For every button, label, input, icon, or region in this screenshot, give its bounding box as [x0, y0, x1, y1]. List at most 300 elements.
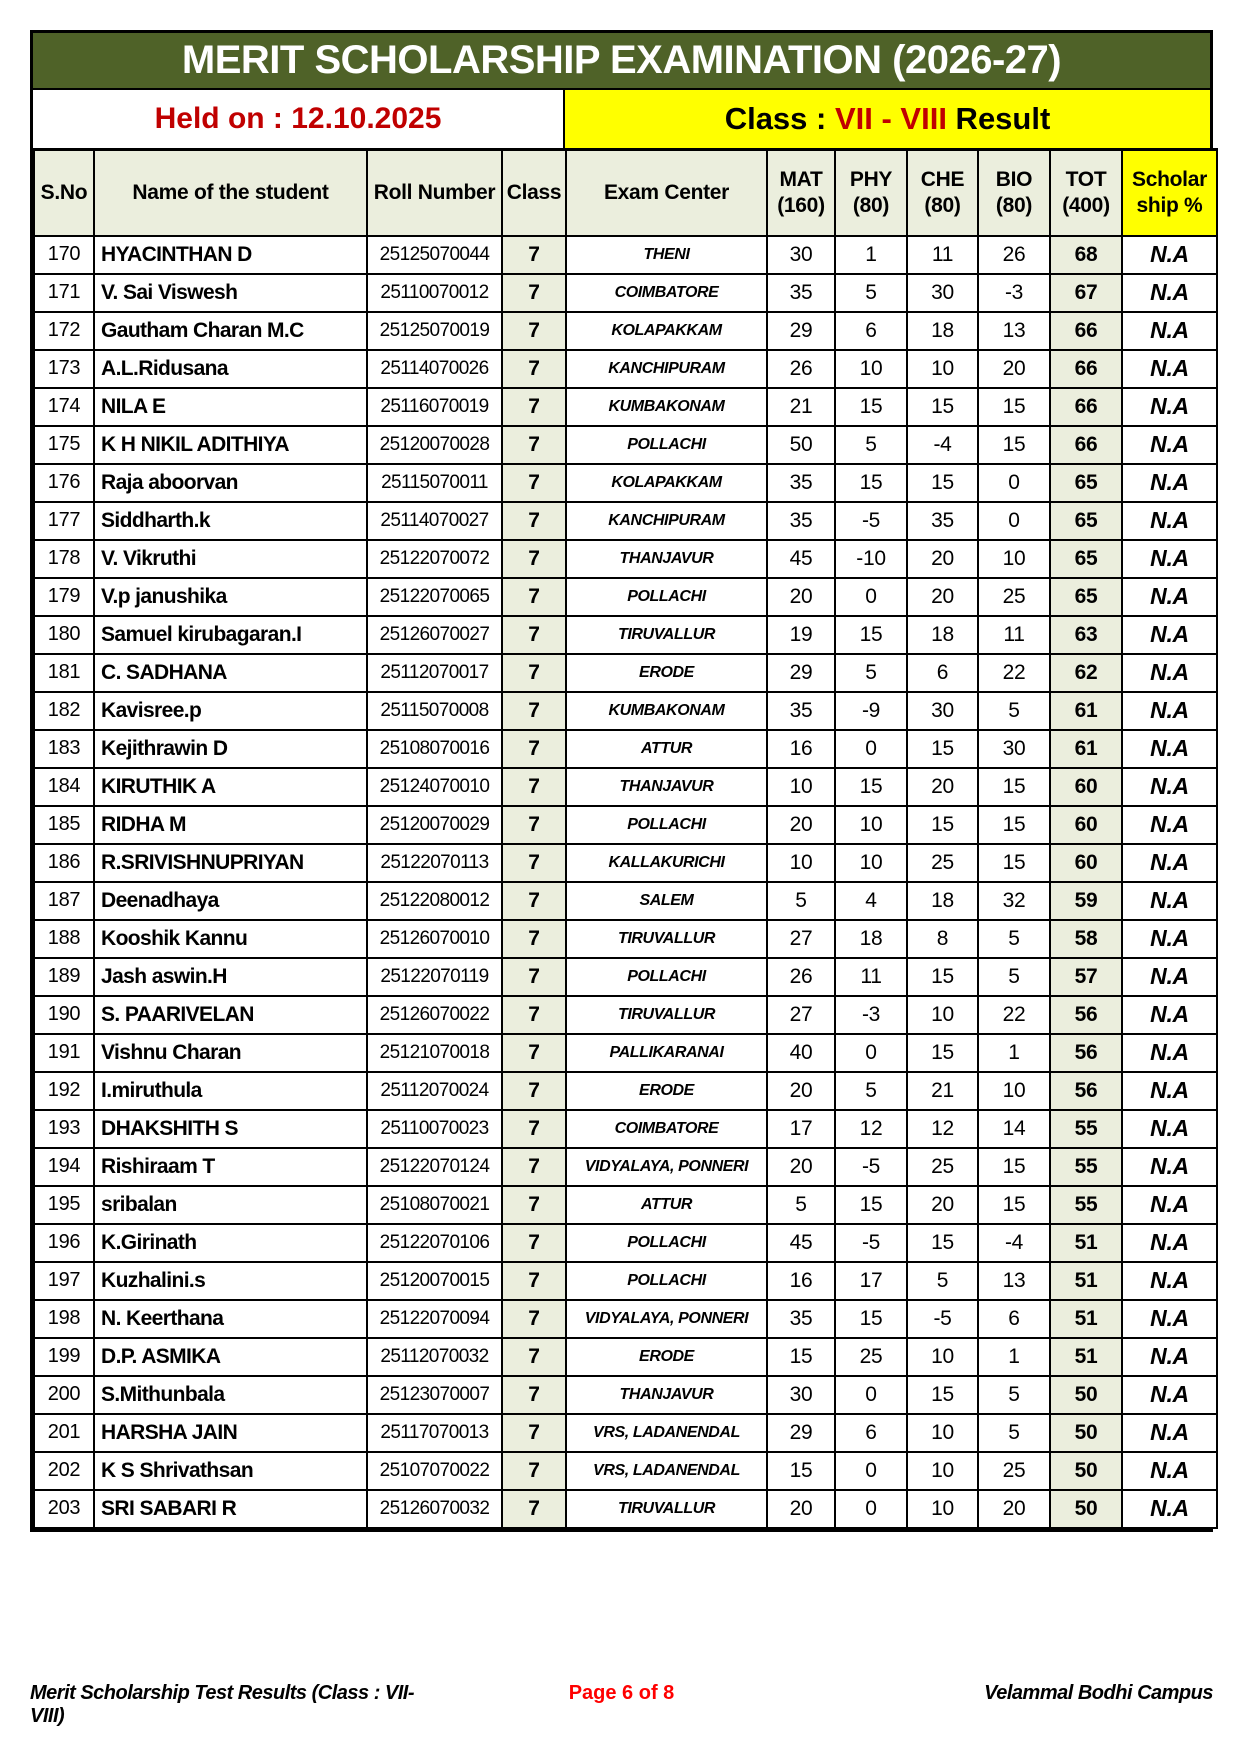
roll-cell: 25108070021	[367, 1186, 502, 1224]
bio-cell: 0	[978, 464, 1050, 502]
sno-cell: 197	[34, 1262, 94, 1300]
scholarship-cell: N.A	[1122, 844, 1217, 882]
class-cell: 7	[502, 1452, 566, 1490]
header-mat	[767, 150, 835, 236]
name-cell: R.SRIVISHNUPRIYAN	[94, 844, 367, 882]
table-row	[34, 1490, 1217, 1528]
phy-cell: 15	[835, 1186, 907, 1224]
bio-cell: 25	[978, 1452, 1050, 1490]
class-cell: 7	[502, 654, 566, 692]
mat-cell: 50	[767, 426, 835, 464]
name-cell: Kooshik Kannu	[94, 920, 367, 958]
tot-cell: 51	[1050, 1300, 1122, 1338]
tot-cell: 50	[1050, 1376, 1122, 1414]
name-cell: V.p janushika	[94, 578, 367, 616]
table-row	[34, 1262, 1217, 1300]
table-row	[34, 312, 1217, 350]
bio-cell: 5	[978, 1414, 1050, 1452]
bio-cell: 15	[978, 1186, 1050, 1224]
che-cell: 35	[907, 502, 978, 540]
mat-cell: 10	[767, 768, 835, 806]
phy-cell: 10	[835, 844, 907, 882]
tot-cell: 63	[1050, 616, 1122, 654]
class-cell: 7	[502, 882, 566, 920]
class-cell: 7	[502, 350, 566, 388]
table-row	[34, 274, 1217, 312]
roll-cell: 25117070013	[367, 1414, 502, 1452]
roll-cell: 25123070007	[367, 1376, 502, 1414]
roll-cell: 25110070023	[367, 1110, 502, 1148]
table-row	[34, 958, 1217, 996]
center-cell: KANCHIPURAM	[566, 502, 767, 540]
mat-cell: 35	[767, 1300, 835, 1338]
mat-cell: 30	[767, 1376, 835, 1414]
scholarship-cell: N.A	[1122, 768, 1217, 806]
mat-cell: 35	[767, 464, 835, 502]
che-cell: 30	[907, 274, 978, 312]
che-cell: 15	[907, 388, 978, 426]
che-cell: 20	[907, 540, 978, 578]
mat-cell: 20	[767, 1490, 835, 1528]
center-cell: ATTUR	[566, 1186, 767, 1224]
roll-cell: 25122080012	[367, 882, 502, 920]
class-cell: 7	[502, 692, 566, 730]
roll-cell: 25126070022	[367, 996, 502, 1034]
center-cell: ATTUR	[566, 730, 767, 768]
bio-cell: 22	[978, 996, 1050, 1034]
class-cell: 7	[502, 1034, 566, 1072]
sno-cell: 184	[34, 768, 94, 806]
table-row	[34, 654, 1217, 692]
mat-cell: 17	[767, 1110, 835, 1148]
roll-cell: 25122070124	[367, 1148, 502, 1186]
che-cell: 15	[907, 958, 978, 996]
class-cell: 7	[502, 426, 566, 464]
class-cell: 7	[502, 1300, 566, 1338]
center-cell: TIRUVALLUR	[566, 1490, 767, 1528]
header-tot-max: (400)	[1062, 193, 1110, 217]
bio-cell: 15	[978, 426, 1050, 464]
scholarship-cell: N.A	[1122, 578, 1217, 616]
phy-cell: 0	[835, 578, 907, 616]
sno-cell: 196	[34, 1224, 94, 1262]
class-cell: 7	[502, 844, 566, 882]
mat-cell: 10	[767, 844, 835, 882]
phy-cell: 17	[835, 1262, 907, 1300]
phy-cell: 1	[835, 236, 907, 274]
tot-cell: 50	[1050, 1414, 1122, 1452]
subheader-band	[33, 88, 1210, 148]
che-cell: 20	[907, 578, 978, 616]
sno-cell: 175	[34, 426, 94, 464]
center-cell: POLLACHI	[566, 806, 767, 844]
table-row	[34, 540, 1217, 578]
phy-cell: 5	[835, 654, 907, 692]
class-result-prefix: Class :	[724, 101, 835, 136]
roll-cell: 25115070008	[367, 692, 502, 730]
bio-cell: 5	[978, 1376, 1050, 1414]
scholarship-cell: N.A	[1122, 1414, 1217, 1452]
center-cell: COIMBATORE	[566, 274, 767, 312]
scholarship-cell: N.A	[1122, 996, 1217, 1034]
tot-cell: 60	[1050, 768, 1122, 806]
roll-cell: 25110070012	[367, 274, 502, 312]
phy-cell: 25	[835, 1338, 907, 1376]
phy-cell: 5	[835, 426, 907, 464]
scholarship-cell: N.A	[1122, 540, 1217, 578]
scholarship-cell: N.A	[1122, 1338, 1217, 1376]
bio-cell: 15	[978, 768, 1050, 806]
table-row	[34, 768, 1217, 806]
mat-cell: 5	[767, 1186, 835, 1224]
table-row	[34, 578, 1217, 616]
mat-cell: 30	[767, 236, 835, 274]
che-cell: 15	[907, 464, 978, 502]
table-row	[34, 844, 1217, 882]
table-row	[34, 730, 1217, 768]
sno-cell: 185	[34, 806, 94, 844]
table-row	[34, 1338, 1217, 1376]
mat-cell: 26	[767, 350, 835, 388]
name-cell: Samuel kirubagaran.I	[94, 616, 367, 654]
mat-cell: 45	[767, 540, 835, 578]
che-cell: 20	[907, 1186, 978, 1224]
scholarship-cell: N.A	[1122, 616, 1217, 654]
table-row	[34, 920, 1217, 958]
center-cell: VRS, LADANENDAL	[566, 1414, 767, 1452]
center-cell: KALLAKURICHI	[566, 844, 767, 882]
roll-cell: 25116070019	[367, 388, 502, 426]
mat-cell: 27	[767, 996, 835, 1034]
mat-cell: 20	[767, 1148, 835, 1186]
tot-cell: 51	[1050, 1338, 1122, 1376]
table-row	[34, 616, 1217, 654]
table-row	[34, 1072, 1217, 1110]
tot-cell: 66	[1050, 388, 1122, 426]
center-cell: ERODE	[566, 654, 767, 692]
table-row	[34, 1224, 1217, 1262]
roll-cell: 25120070015	[367, 1262, 502, 1300]
name-cell: C. SADHANA	[94, 654, 367, 692]
bio-cell: 15	[978, 806, 1050, 844]
center-cell: KUMBAKONAM	[566, 692, 767, 730]
tot-cell: 55	[1050, 1186, 1122, 1224]
header-phy	[835, 150, 907, 236]
table-row	[34, 996, 1217, 1034]
header-scholarship-line1: Scholar	[1132, 167, 1207, 191]
roll-cell: 25120070028	[367, 426, 502, 464]
sno-cell: 173	[34, 350, 94, 388]
che-cell: 18	[907, 312, 978, 350]
class-cell: 7	[502, 1262, 566, 1300]
sno-cell: 194	[34, 1148, 94, 1186]
tot-cell: 60	[1050, 844, 1122, 882]
bio-cell: 14	[978, 1110, 1050, 1148]
roll-cell: 25107070022	[367, 1452, 502, 1490]
header-che-max: (80)	[924, 193, 961, 217]
tot-cell: 67	[1050, 274, 1122, 312]
tot-cell: 65	[1050, 540, 1122, 578]
name-cell: Kavisree.p	[94, 692, 367, 730]
sno-cell: 171	[34, 274, 94, 312]
mat-cell: 40	[767, 1034, 835, 1072]
table-row	[34, 1110, 1217, 1148]
name-cell: Raja aboorvan	[94, 464, 367, 502]
header-mat-max: (160)	[777, 193, 825, 217]
result-sheet	[30, 30, 1213, 1532]
class-cell: 7	[502, 502, 566, 540]
center-cell: THENI	[566, 236, 767, 274]
che-cell: 18	[907, 882, 978, 920]
header-sno: S.No	[34, 150, 94, 236]
class-cell: 7	[502, 996, 566, 1034]
phy-cell: 15	[835, 768, 907, 806]
che-cell: -5	[907, 1300, 978, 1338]
tot-cell: 51	[1050, 1262, 1122, 1300]
name-cell: I.miruthula	[94, 1072, 367, 1110]
name-cell: S.Mithunbala	[94, 1376, 367, 1414]
sno-cell: 181	[34, 654, 94, 692]
tot-cell: 62	[1050, 654, 1122, 692]
che-cell: 8	[907, 920, 978, 958]
che-cell: 10	[907, 1452, 978, 1490]
header-phy-max: (80)	[852, 193, 890, 217]
class-cell: 7	[502, 388, 566, 426]
header-class: Class	[502, 150, 566, 236]
bio-cell: 10	[978, 1072, 1050, 1110]
scholarship-cell: N.A	[1122, 1224, 1217, 1262]
center-cell: KOLAPAKKAM	[566, 464, 767, 502]
header-phy-label: PHY	[849, 167, 893, 191]
sno-cell: 182	[34, 692, 94, 730]
phy-cell: 5	[835, 1072, 907, 1110]
center-cell: POLLACHI	[566, 426, 767, 464]
phy-cell: 6	[835, 1414, 907, 1452]
name-cell: SRI SABARI R	[94, 1490, 367, 1528]
scholarship-cell: N.A	[1122, 1034, 1217, 1072]
roll-cell: 25121070018	[367, 1034, 502, 1072]
che-cell: 10	[907, 996, 978, 1034]
sno-cell: 189	[34, 958, 94, 996]
sno-cell: 190	[34, 996, 94, 1034]
scholarship-cell: N.A	[1122, 1186, 1217, 1224]
roll-cell: 25126070027	[367, 616, 502, 654]
che-cell: 6	[907, 654, 978, 692]
phy-cell: -5	[835, 502, 907, 540]
sno-cell: 183	[34, 730, 94, 768]
sno-cell: 195	[34, 1186, 94, 1224]
class-cell: 7	[502, 730, 566, 768]
che-cell: 11	[907, 236, 978, 274]
mat-cell: 29	[767, 312, 835, 350]
sno-cell: 172	[34, 312, 94, 350]
roll-cell: 25112070032	[367, 1338, 502, 1376]
table-row	[34, 1186, 1217, 1224]
name-cell: Kejithrawin D	[94, 730, 367, 768]
bio-cell: 5	[978, 958, 1050, 996]
mat-cell: 29	[767, 1414, 835, 1452]
che-cell: 10	[907, 1490, 978, 1528]
center-cell: KUMBAKONAM	[566, 388, 767, 426]
scholarship-cell: N.A	[1122, 958, 1217, 996]
class-cell: 7	[502, 236, 566, 274]
class-cell: 7	[502, 1376, 566, 1414]
class-cell: 7	[502, 806, 566, 844]
scholarship-cell: N.A	[1122, 1490, 1217, 1528]
results-table	[33, 148, 1218, 1529]
class-cell: 7	[502, 540, 566, 578]
bio-cell: 1	[978, 1338, 1050, 1376]
bio-cell: 13	[978, 312, 1050, 350]
class-cell: 7	[502, 1490, 566, 1528]
center-cell: COIMBATORE	[566, 1110, 767, 1148]
scholarship-cell: N.A	[1122, 1110, 1217, 1148]
sno-cell: 201	[34, 1414, 94, 1452]
name-cell: Rishiraam T	[94, 1148, 367, 1186]
table-row	[34, 1034, 1217, 1072]
scholarship-cell: N.A	[1122, 502, 1217, 540]
roll-cell: 25122070065	[367, 578, 502, 616]
scholarship-cell: N.A	[1122, 692, 1217, 730]
name-cell: V. Sai Viswesh	[94, 274, 367, 312]
tot-cell: 59	[1050, 882, 1122, 920]
che-cell: 15	[907, 1034, 978, 1072]
center-cell: SALEM	[566, 882, 767, 920]
che-cell: 10	[907, 1338, 978, 1376]
center-cell: POLLACHI	[566, 1224, 767, 1262]
mat-cell: 35	[767, 502, 835, 540]
center-cell: ERODE	[566, 1072, 767, 1110]
phy-cell: 4	[835, 882, 907, 920]
phy-cell: 15	[835, 464, 907, 502]
bio-cell: -4	[978, 1224, 1050, 1262]
sno-cell: 198	[34, 1300, 94, 1338]
center-cell: VIDYALAYA, PONNERI	[566, 1148, 767, 1186]
scholarship-cell: N.A	[1122, 1300, 1217, 1338]
sno-cell: 176	[34, 464, 94, 502]
header-che	[907, 150, 978, 236]
phy-cell: -10	[835, 540, 907, 578]
name-cell: Gautham Charan M.C	[94, 312, 367, 350]
phy-cell: 12	[835, 1110, 907, 1148]
roll-cell: 25125070019	[367, 312, 502, 350]
name-cell: K.Girinath	[94, 1224, 367, 1262]
table-row	[34, 806, 1217, 844]
name-cell: A.L.Ridusana	[94, 350, 367, 388]
bio-cell: -3	[978, 274, 1050, 312]
phy-cell: 15	[835, 388, 907, 426]
name-cell: Kuzhalini.s	[94, 1262, 367, 1300]
bio-cell: 15	[978, 844, 1050, 882]
che-cell: 18	[907, 616, 978, 654]
che-cell: 30	[907, 692, 978, 730]
scholarship-cell: N.A	[1122, 312, 1217, 350]
roll-cell: 25124070010	[367, 768, 502, 806]
sno-cell: 177	[34, 502, 94, 540]
bio-cell: 20	[978, 350, 1050, 388]
tot-cell: 56	[1050, 1034, 1122, 1072]
roll-cell: 25122070119	[367, 958, 502, 996]
center-cell: TIRUVALLUR	[566, 616, 767, 654]
class-result-range: VII - VIII	[834, 101, 947, 136]
che-cell: 15	[907, 730, 978, 768]
mat-cell: 16	[767, 730, 835, 768]
mat-cell: 19	[767, 616, 835, 654]
name-cell: K H NIKIL ADITHIYA	[94, 426, 367, 464]
class-result-suffix: Result	[946, 101, 1051, 136]
sno-cell: 199	[34, 1338, 94, 1376]
scholarship-cell: N.A	[1122, 274, 1217, 312]
mat-cell: 16	[767, 1262, 835, 1300]
center-cell: KOLAPAKKAM	[566, 312, 767, 350]
sno-cell: 203	[34, 1490, 94, 1528]
name-cell: Siddharth.k	[94, 502, 367, 540]
class-cell: 7	[502, 1072, 566, 1110]
scholarship-cell: N.A	[1122, 350, 1217, 388]
class-cell: 7	[502, 768, 566, 806]
class-cell: 7	[502, 578, 566, 616]
roll-cell: 25120070029	[367, 806, 502, 844]
sno-cell: 187	[34, 882, 94, 920]
phy-cell: 5	[835, 274, 907, 312]
name-cell: KIRUTHIK A	[94, 768, 367, 806]
name-cell: V. Vikruthi	[94, 540, 367, 578]
tot-cell: 66	[1050, 312, 1122, 350]
roll-cell: 25122070106	[367, 1224, 502, 1262]
phy-cell: 15	[835, 1300, 907, 1338]
center-cell: THANJAVUR	[566, 1376, 767, 1414]
roll-cell: 25122070072	[367, 540, 502, 578]
phy-cell: 10	[835, 806, 907, 844]
tot-cell: 60	[1050, 806, 1122, 844]
che-cell: 15	[907, 1224, 978, 1262]
sno-cell: 202	[34, 1452, 94, 1490]
sno-cell: 180	[34, 616, 94, 654]
tot-cell: 50	[1050, 1490, 1122, 1528]
roll-cell: 25125070044	[367, 236, 502, 274]
che-cell: 20	[907, 768, 978, 806]
bio-cell: 22	[978, 654, 1050, 692]
center-cell: ERODE	[566, 1338, 767, 1376]
name-cell: K S Shrivathsan	[94, 1452, 367, 1490]
header-bio-label: BIO	[995, 167, 1033, 191]
tot-cell: 66	[1050, 350, 1122, 388]
scholarship-cell: N.A	[1122, 1148, 1217, 1186]
sno-cell: 186	[34, 844, 94, 882]
bio-cell: 10	[978, 540, 1050, 578]
tot-cell: 61	[1050, 730, 1122, 768]
scholarship-cell: N.A	[1122, 654, 1217, 692]
class-cell: 7	[502, 1186, 566, 1224]
name-cell: NILA E	[94, 388, 367, 426]
header-tot-label: TOT	[1065, 167, 1107, 191]
che-cell: 15	[907, 1376, 978, 1414]
phy-cell: 0	[835, 1376, 907, 1414]
header-tot	[1050, 150, 1122, 236]
mat-cell: 15	[767, 1338, 835, 1376]
center-cell: PALLIKARANAI	[566, 1034, 767, 1072]
scholarship-cell: N.A	[1122, 1376, 1217, 1414]
tot-cell: 58	[1050, 920, 1122, 958]
table-row	[34, 502, 1217, 540]
phy-cell: -5	[835, 1148, 907, 1186]
phy-cell: 6	[835, 312, 907, 350]
roll-cell: 25115070011	[367, 464, 502, 502]
scholarship-cell: N.A	[1122, 464, 1217, 502]
sno-cell: 174	[34, 388, 94, 426]
tot-cell: 65	[1050, 464, 1122, 502]
roll-cell: 25122070113	[367, 844, 502, 882]
